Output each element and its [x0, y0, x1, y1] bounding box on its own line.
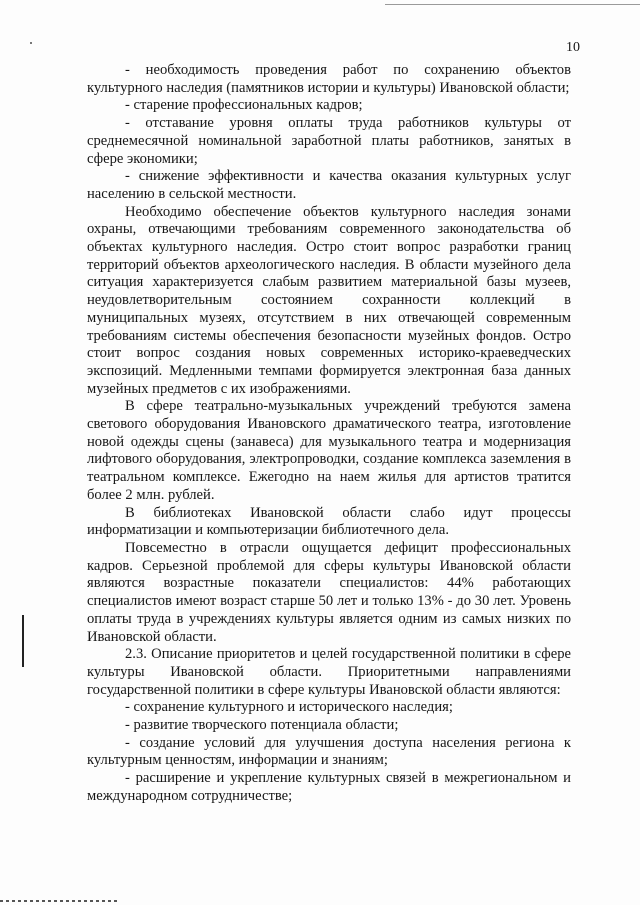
list-item: - старение профессиональных кадров;: [125, 97, 363, 114]
section-heading-paragraph: 2.3. Описание приоритетов и целей государственной политики в сфере культуры Ивановской области. Приоритетными направлениями государственной политики в сфере культуры Ивановской области являются:: [87, 646, 571, 698]
document-body: [87, 62, 571, 806]
list-item: - снижение эффективности и качества оказания культурных услуг населению в сельской местности.: [87, 168, 571, 202]
margin-mark: [22, 615, 24, 667]
list-item: - развитие творческого потенциала области;: [125, 717, 399, 734]
paragraph: В библиотеках Ивановской области слабо идут процессы информатизации и компьютеризации библиотечного дела.: [87, 504, 571, 539]
page-number: 10: [566, 40, 580, 55]
list-item: - расширение и укрепление культурных связей в межрегиональном и международном сотрудничестве;: [87, 770, 571, 804]
list-item: - отставание уровня оплаты труда работников культуры от среднемесячной номинальной заработной платы работников, занятых в сфере экономики;: [87, 115, 571, 167]
list-item: - необходимость проведения работ по сохранению объектов культурного наследия (памятников истории и культуры) Ивановской области;: [87, 62, 571, 96]
scan-artifact-strip: [0, 900, 120, 902]
paragraph: В сфере театрально-музыкальных учреждений требуются замена светового оборудования Ивановского драматического театра, изготовление новой одежды сцены (занавеса) для музыкального театра и модернизация лифтового оборудования, электропроводки, создание комплекса заземления в театральном комплексе. Ежегодно на наем жилья для артистов тратится более 2 млн. рублей.: [87, 398, 571, 503]
paragraph: Повсеместно в отрасли ощущается дефицит профессиональных кадров. Серьезной проблемой для сферы культуры Ивановской области являются возрастные показатели специалистов: 44% работающих специалистов имеют возраст старше 50 лет и только 13% - до 30 лет. Уровень оплаты труда в учреждениях культуры является одним из самых низких по Ивановской области.: [87, 539, 571, 645]
paragraph: Необходимо обеспечение объектов культурного наследия зонами охраны, отвечающими требованиям современного законодательства об объектах культурного наследия. Остро стоит вопрос разработки границ территорий объектов археологического наследия. В области музейного дела ситуация характеризуется слабым развитием материальной базы музеев, неудовлетворительным состоянием сохранности коллекций в муниципальных музеях, отсутствием в них отвечающей современным требованиям системы обеспечения безопасности музейных фондов. Остро стоит вопрос создания новых современных историко-краеведческих экспозиций. Медленными темпами формируется электронная база данных музейных предметов с их изображениями.: [87, 203, 571, 397]
scan-artifact-dot: [30, 42, 32, 44]
list-item: - сохранение культурного и исторического наследия;: [125, 699, 453, 716]
list-item: - создание условий для улучшения доступа населения региона к культурным ценностям, информации и знаниям;: [87, 734, 571, 769]
scan-artifact-line: [385, 4, 640, 5]
